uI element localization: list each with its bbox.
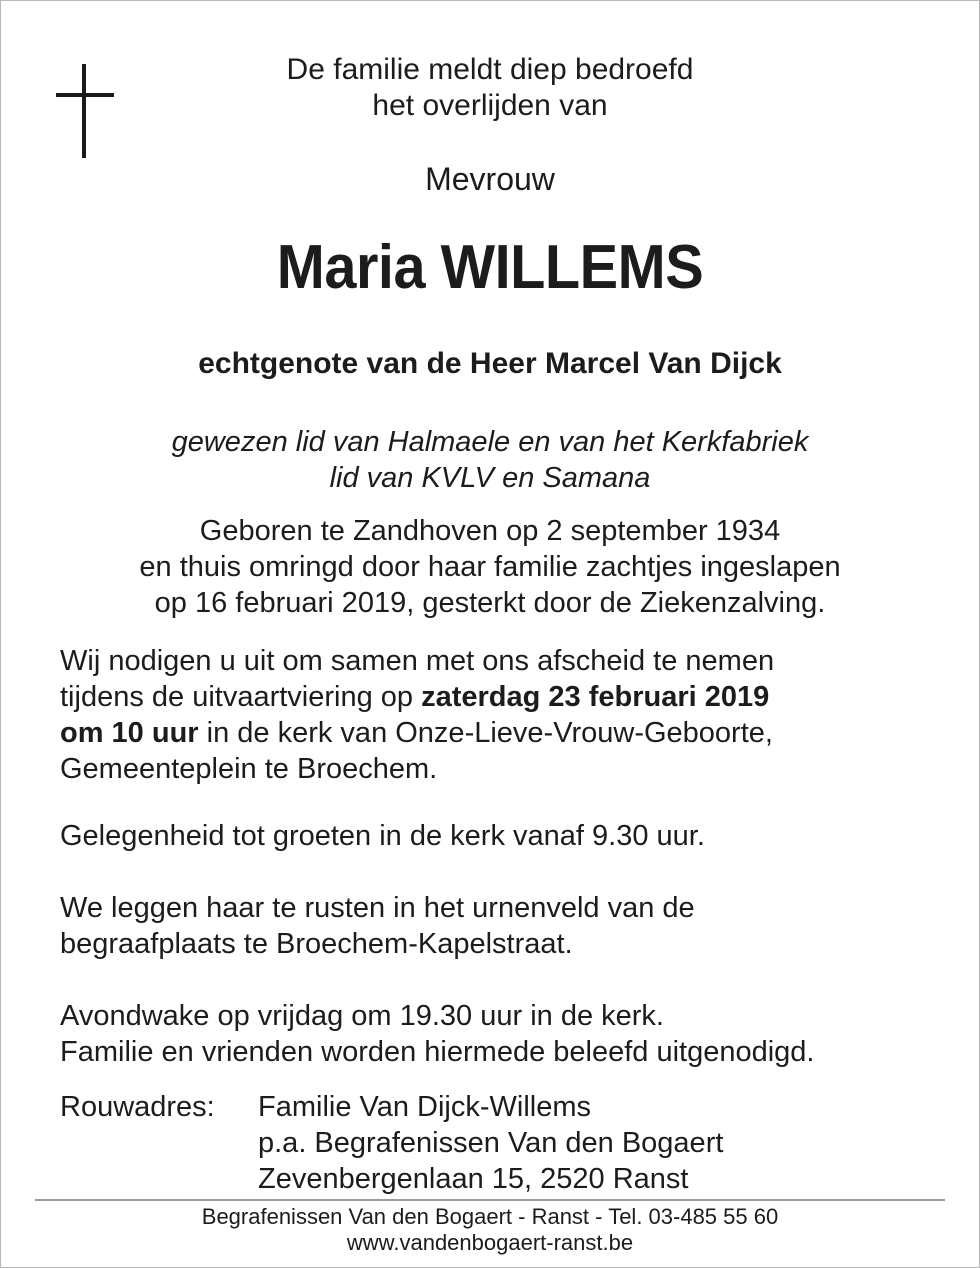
title-prefix: Mevrouw [425, 161, 555, 197]
invitation-line-1: Wij nodigen u uit om samen met ons afscheid te nemen [60, 645, 775, 677]
burial-info [60, 890, 940, 962]
invitation-line-3 [60, 715, 940, 751]
invitation-line-2-prefix: tijdens de uitvaartviering op [60, 681, 422, 713]
footer [140, 1204, 840, 1256]
funeral-time: om 10 uur [60, 717, 199, 749]
deceased-name: Maria WILLEMS [276, 233, 704, 302]
address-line-2: p.a. Begrafenissen Van den Bogaert [258, 1127, 724, 1159]
address-line-1: Familie Van Dijck-Willems [258, 1091, 591, 1123]
funeral-date: zaterdag 23 februari 2019 [421, 681, 770, 713]
intro-line-1: De familie meldt diep bedroefd [286, 53, 694, 86]
birth-line-3: op 16 februari 2019, gesterkt door de Ziekenzalving. [154, 587, 826, 619]
birth-death-details [60, 513, 920, 621]
spouse-line: echtgenote van de Heer Marcel Van Dijck [198, 347, 782, 380]
memberships [90, 424, 890, 496]
invitation-line-3-rest: in de kerk van Onze-Lieve-Vrouw-Geboorte, [198, 717, 773, 749]
wake-line-2: Familie en vrienden worden hiermede beleefd uitgenodigd. [60, 1036, 815, 1068]
invitation-line-2 [60, 679, 940, 715]
address-label: Rouwadres: [60, 1091, 215, 1123]
intro-line-2: het overlijden van [372, 89, 608, 122]
membership-line-1: gewezen lid van Halmaele en van het Kerkfabriek [171, 426, 809, 458]
address-line-3: Zevenbergenlaan 15, 2520 Ranst [258, 1163, 689, 1195]
invitation-line-4: Gemeenteplein te Broechem. [60, 753, 438, 785]
wake-line-1: Avondwake op vrijdag om 19.30 uur in de kerk. [60, 1000, 664, 1032]
cross-icon [56, 64, 114, 158]
greeting-info: Gelegenheid tot groeten in de kerk vanaf 9.30 uur. [60, 820, 705, 852]
burial-line-1: We leggen haar te rusten in het urnenveld van de [60, 892, 695, 924]
membership-line-2: lid van KVLV en Samana [329, 462, 651, 494]
footer-website[interactable]: www.vandenbogaert-ranst.be [346, 1230, 634, 1255]
burial-line-2: begraafplaats te Broechem-Kapelstraat. [60, 928, 573, 960]
wake-info [60, 998, 940, 1070]
birth-line-2: en thuis omringd door haar familie zachtjes ingeslapen [139, 551, 841, 583]
birth-line-1: Geboren te Zandhoven op 2 september 1934 [199, 515, 781, 547]
footer-contact: Begrafenissen Van den Bogaert - Ranst - Tel. 03-485 55 60 [201, 1204, 779, 1229]
funeral-invitation [60, 643, 940, 787]
mourning-address [258, 1089, 723, 1197]
intro-text [240, 52, 740, 124]
footer-divider [35, 1199, 945, 1201]
